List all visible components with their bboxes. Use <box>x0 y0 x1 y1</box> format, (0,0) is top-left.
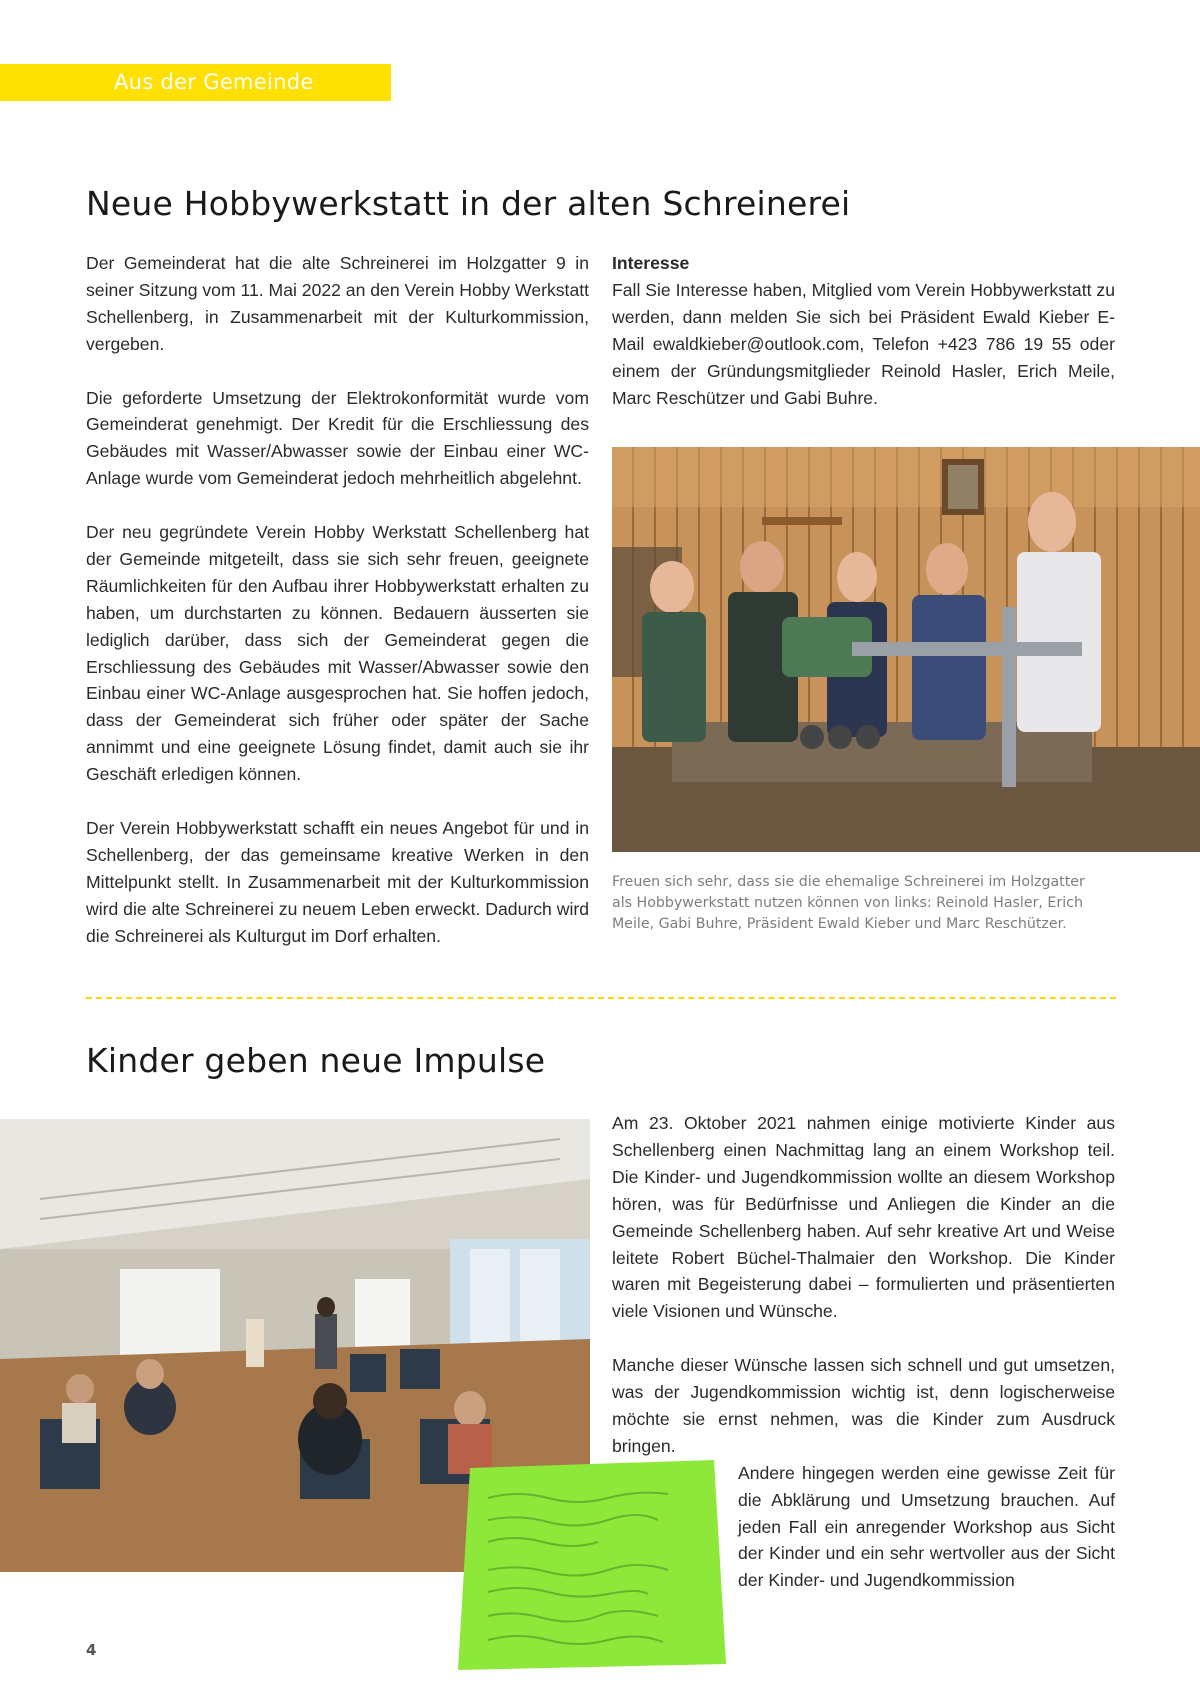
article-1-title: Neue Hobbywerkstatt in der alten Schreinerei <box>86 184 851 223</box>
article-1-paragraph: Die geforderte Umsetzung der Elektrokonformität wurde vom Gemeinderat genehmigt. Der Kredit für die Erschliessung des Gebäudes mit Wasser/Abwasser sowie der Einbau einer WC-Anlage wurde vom Gemeinderat jedoch mehrheitlich abgelehnt. <box>86 387 589 489</box>
photo-caption: Freuen sich sehr, dass sie die ehemalige Schreinerei im Holzgatter als Hobbywerkstatt nutzen können von links: Reinold Hasler, Erich Meile, Gabi Buhre, Präsident Ewald Kieber und Marc Reschützer. <box>612 874 1085 932</box>
interest-text: Fall Sie Interesse haben, Mitglied vom Verein Hobbywerkstatt zu werden, dann melden Sie sich bei Präsident Ewald Kieber E-Mail ewaldkieber@outlook.com, Telefon +423 786 19 55 oder einem der Gründungsmitglieder Reinold Hasler, Erich Meile, Marc Reschützer und Gabi Buhre. <box>612 279 1115 408</box>
article-2-indented-paragraph: Andere hingegen werden eine gewisse Zeit für die Abklärung und Umsetzung brauchen. Auf jeden Fall ein anregender Workshop aus Sicht der Kinder und ein sehr wertvoller aus der Sicht der Kinder- und Jugendkommission <box>738 1462 1115 1591</box>
article-1-paragraph: Der neu gegründete Verein Hobby Werkstatt Schellenberg hat der Gemeinde mitgeteilt, dass sie sich sehr freuen, geeignete Räumlichkeiten für den Aufbau ihrer Hobbywerkstatt erhalten zu haben, um durchstarten zu können. Bedauern äusserten sie lediglich darüber, dass sich der Gemeinderat gegen die Erschliessung des Gebäudes mit Wasser/Abwasser sowie den Einbau einer WC-Anlage ausgesprochen hat. Sie hoffen jedoch, dass der Gemeinderat sich früher oder später der Sache annimmt und eine geeignete Lösung findet, damit auch sie ihr Geschäft erledigen können. <box>86 522 589 785</box>
sticky-note <box>458 1460 734 1670</box>
interest-heading: Interesse <box>612 253 690 273</box>
article-1-paragraph: Der Gemeinderat hat die alte Schreinerei im Holzgatter 9 in seiner Sitzung vom 11. Mai 2022 an den Verein Hobby Werkstatt Schellenberg, in Zusammenarbeit mit der Kulturkommission, vergeben. <box>86 253 590 354</box>
article-2-paragraph: Am 23. Oktober 2021 nahmen einige motivierte Kinder aus Schellenberg einen Nachmittag lang an einem Workshop teil. Die Kinder- und Jugendkommission wollte an diesem Workshop hören, was für Bedürfnisse und Anliegen die Kinder an die Gemeinde Schellenberg haben. Auf sehr kreative Art und Weise leitete Robert Büchel-Thalmaier den Workshop. Die Kinder waren mit Begeisterung dabei – formulierten und präsentierten viele Visionen und Wünsche. <box>612 1113 1115 1322</box>
section-tag: Aus der Gemeinde <box>0 64 391 101</box>
article-1-body <box>86 250 589 976</box>
article-1-paragraph: Der Verein Hobbywerkstatt schafft ein neues Angebot für und in Schellenberg, der das gemeinsame kreative Werken in den Mittelpunkt stellt. In Zusammenarbeit mit der Kulturkommission wird die alte Schreinerei zu neuem Leben erweckt. Dadurch wird die Schreinerei als Kulturgut im Dorf erhalten. <box>86 817 589 946</box>
article-2-paragraph: Manche dieser Wünsche lassen sich schnell und gut umsetzen, was der Jugendkommission wichtig ist, denn logischerweise möchte sie ernst nehmen, was die Kinder zum Ausdruck bringen. <box>612 1355 1115 1456</box>
article-2-title: Kinder geben neue Impulse <box>86 1041 546 1080</box>
page-number: 4 <box>86 1641 97 1659</box>
interest-box <box>612 250 1115 438</box>
workshop-group-photo <box>612 447 1200 852</box>
section-divider <box>86 997 1116 999</box>
